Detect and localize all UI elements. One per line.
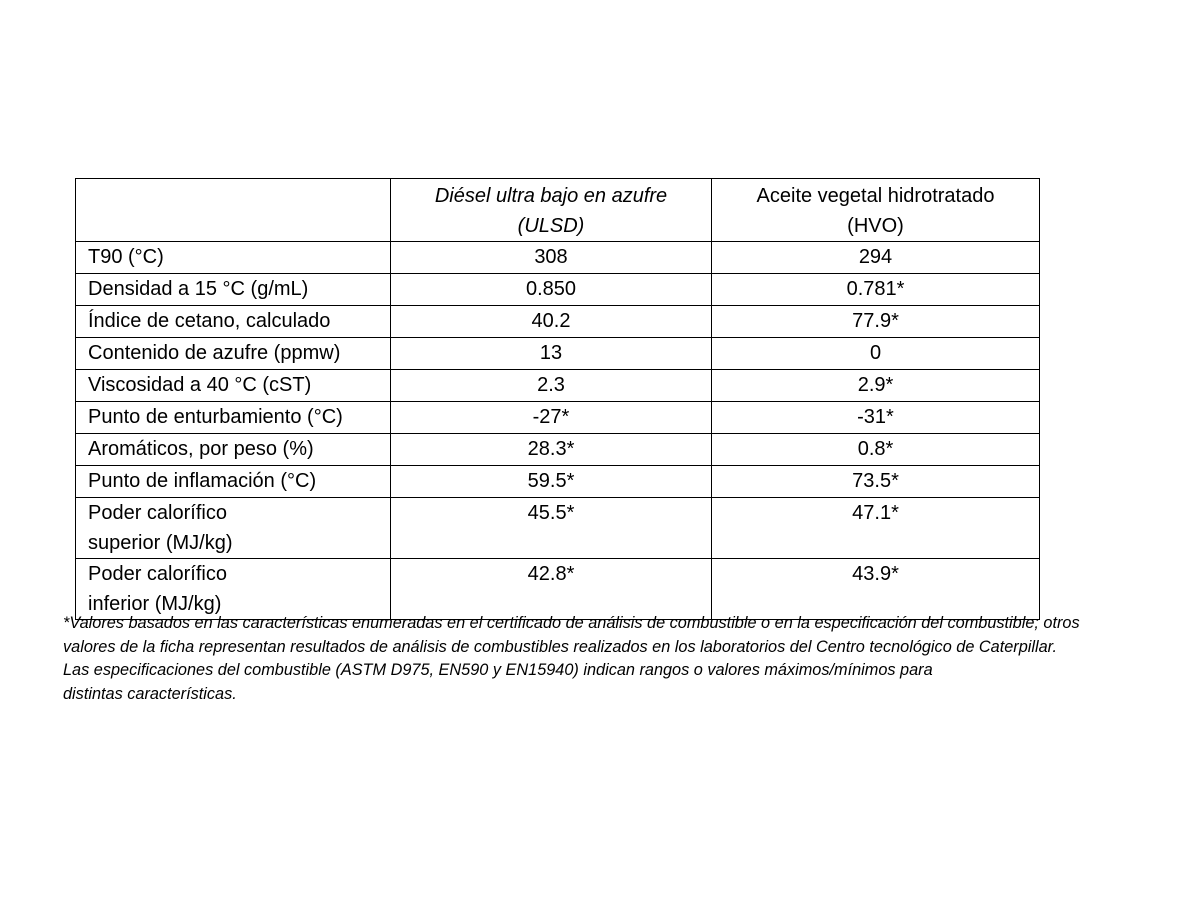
- ulsd-value: 45.5*: [391, 498, 712, 559]
- table-row: [76, 370, 1040, 402]
- property-cell: [76, 559, 391, 620]
- hvo-value: -31*: [712, 402, 1040, 434]
- ulsd-value: 13: [391, 338, 712, 370]
- ulsd-value: 28.3*: [391, 434, 712, 466]
- fuel-comparison-table: [75, 178, 1040, 620]
- hvo-value: 0: [712, 338, 1040, 370]
- hvo-value: 0.781*: [712, 274, 1040, 306]
- property-line1: Poder calorífico: [88, 563, 227, 585]
- header-hvo: [712, 179, 1040, 242]
- table-row: [76, 559, 1040, 620]
- table-row: [76, 274, 1040, 306]
- ulsd-value: 42.8*: [391, 559, 712, 620]
- property-cell: [76, 498, 391, 559]
- header-hvo-line1: Aceite vegetal hidrotratado: [756, 185, 995, 207]
- hvo-value: 73.5*: [712, 466, 1040, 498]
- ulsd-value: 59.5*: [391, 466, 712, 498]
- table-row: [76, 466, 1040, 498]
- hvo-value: 0.8*: [712, 434, 1040, 466]
- property-cell: Viscosidad a 40 °C (cST): [76, 370, 391, 402]
- property-cell: Índice de cetano, calculado: [76, 306, 391, 338]
- ulsd-value: -27*: [391, 402, 712, 434]
- footnote-line2: valores de la ficha representan resultados de análisis de combustibles realizados en los laboratorios del Centro tecnológico de Caterpillar.: [63, 637, 1058, 656]
- property-cell: Punto de enturbamiento (°C): [76, 402, 391, 434]
- property-line2: superior (MJ/kg): [88, 532, 233, 554]
- table-row: [76, 338, 1040, 370]
- property-cell: Aromáticos, por peso (%): [76, 434, 391, 466]
- property-line2: inferior (MJ/kg): [88, 593, 222, 615]
- header-property: [76, 179, 391, 242]
- footnote: [63, 612, 1173, 706]
- hvo-value: 2.9*: [712, 370, 1040, 402]
- table-row: [76, 306, 1040, 338]
- ulsd-value: 40.2: [391, 306, 712, 338]
- property-cell: Densidad a 15 °C (g/mL): [76, 274, 391, 306]
- header-hvo-line2: (HVO): [847, 215, 904, 237]
- ulsd-value: 308: [391, 242, 712, 274]
- hvo-value: 77.9*: [712, 306, 1040, 338]
- property-cell: Contenido de azufre (ppmw): [76, 338, 391, 370]
- header-ulsd-line2: (ULSD): [517, 215, 585, 237]
- property-line1: Poder calorífico: [88, 502, 227, 524]
- hvo-value: 43.9*: [712, 559, 1040, 620]
- header-ulsd-line1: Diésel ultra bajo en azufre: [434, 185, 668, 207]
- table-row: [76, 402, 1040, 434]
- hvo-value: 294: [712, 242, 1040, 274]
- hvo-value: 47.1*: [712, 498, 1040, 559]
- table-header-row: [76, 179, 1040, 242]
- property-cell: Punto de inflamación (°C): [76, 466, 391, 498]
- footnote-line1: *Valores basados en las características enumeradas en el certificado de análisis de combustible o en la especificación del combustible; otros: [63, 614, 1080, 632]
- property-cell: T90 (°C): [76, 242, 391, 274]
- table-row: [76, 434, 1040, 466]
- table-row: [76, 242, 1040, 274]
- table-row: [76, 498, 1040, 559]
- ulsd-value: 2.3: [391, 370, 712, 402]
- footnote-line3: Las especificaciones del combustible (ASTM D975, EN590 y EN15940) indican rangos o valores máximos/mínimos para: [63, 661, 933, 679]
- header-ulsd: [391, 179, 712, 242]
- ulsd-value: 0.850: [391, 274, 712, 306]
- footnote-line4: distintas características.: [63, 684, 237, 703]
